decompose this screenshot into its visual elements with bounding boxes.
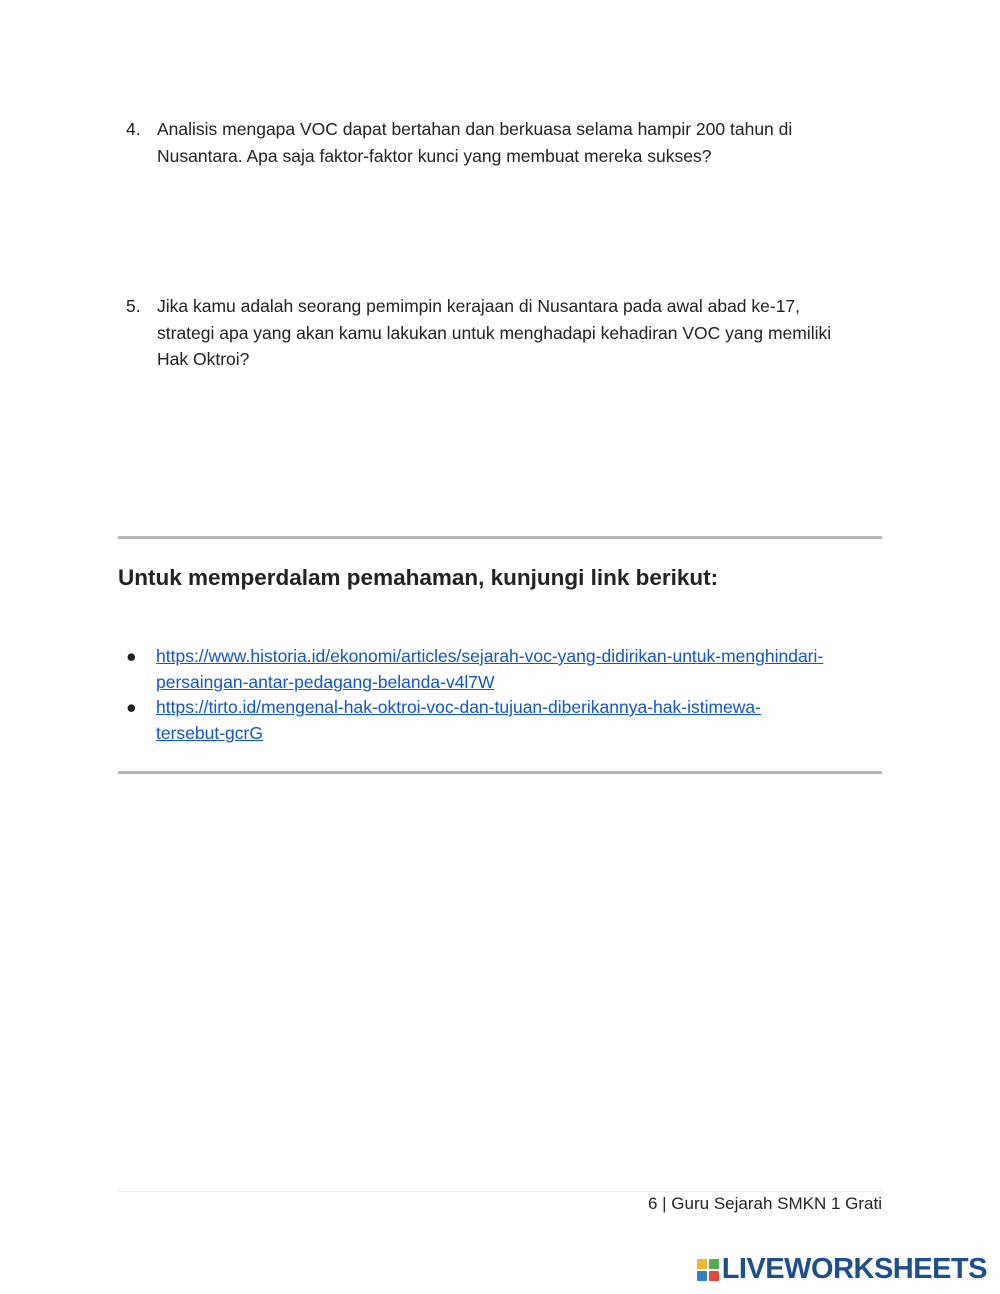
logo-text: LIVEWORKSHEETS [721, 1253, 987, 1285]
question-number: 4. [126, 119, 141, 139]
logo-square [709, 1259, 719, 1269]
link-line[interactable]: https://www.historia.id/ekonomi/articles/sejarah-voc-yang-didirikan-untuk-menghindari- [156, 646, 824, 666]
question-line: strategi apa yang akan kamu lakukan untuk menghadapi kehadiran VOC yang memiliki [157, 322, 832, 343]
question-text [157, 293, 878, 373]
links-list [118, 644, 888, 746]
link-historia[interactable] [156, 644, 888, 695]
link-line[interactable]: tersebut-gcrG [156, 722, 263, 743]
question-line: Nusantara. Apa saja faktor-faktor kunci yang membuat mereka sukses? [157, 145, 712, 166]
list-item [118, 695, 888, 746]
page-footer: 6 | Guru Sejarah SMKN 1 Grati [647, 1194, 882, 1213]
question-4 [118, 116, 878, 169]
logo-icon [697, 1259, 719, 1281]
link-tirto[interactable] [156, 695, 888, 746]
bullet-icon: ● [126, 697, 137, 717]
question-text [157, 116, 878, 169]
liveworksheets-logo [697, 1255, 987, 1284]
logo-square [697, 1259, 707, 1269]
list-item [118, 644, 888, 695]
logo-square [709, 1271, 719, 1281]
footer-divider [118, 1191, 882, 1192]
question-5 [118, 293, 878, 373]
section-divider [118, 536, 882, 539]
question-line: Hak Oktroi? [157, 349, 250, 369]
question-line: Analisis mengapa VOC dapat bertahan dan berkuasa selama hampir 200 tahun di [157, 119, 793, 139]
section-divider [118, 771, 882, 774]
link-line[interactable]: https://tirto.id/mengenal-hak-oktroi-voc-dan-tujuan-diberikannya-hak-istimewa- [156, 697, 761, 717]
bullet-icon: ● [126, 646, 137, 666]
links-heading: Untuk memperdalam pemahaman, kunjungi link berikut: [118, 565, 719, 590]
logo-square [697, 1271, 707, 1281]
link-line[interactable]: persaingan-antar-pedagang-belanda-v4l7W [156, 671, 495, 692]
question-line: Jika kamu adalah seorang pemimpin kerajaan di Nusantara pada awal abad ke-17, [157, 296, 801, 316]
question-number: 5. [126, 296, 141, 316]
